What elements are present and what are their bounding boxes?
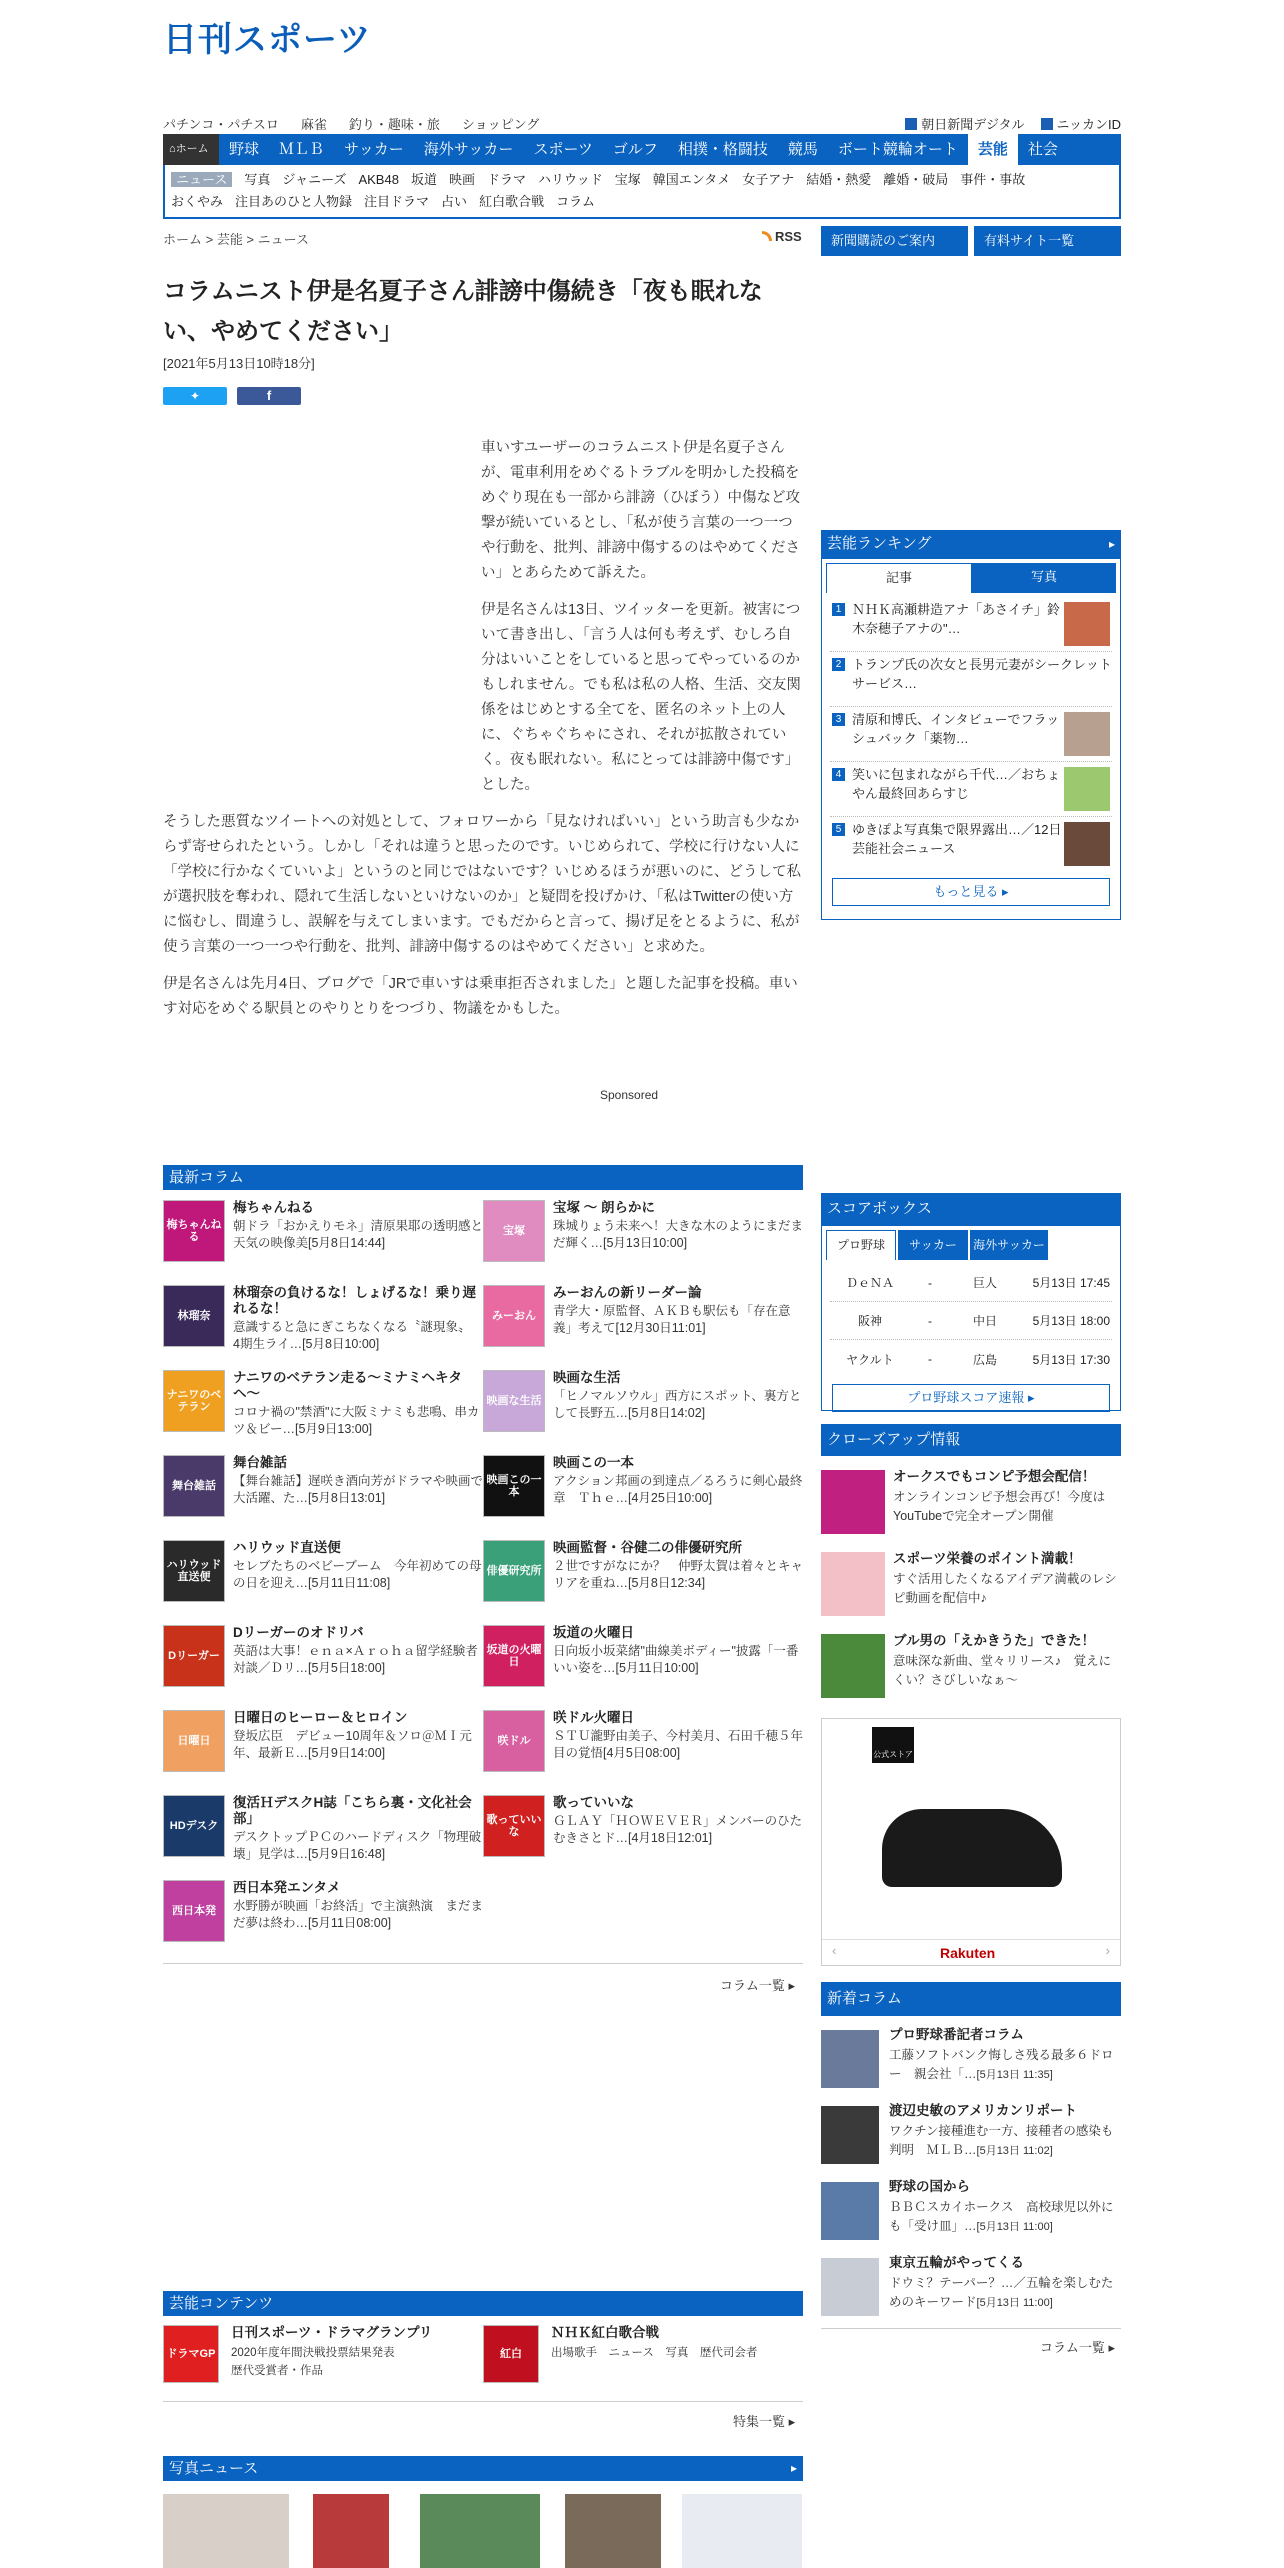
scorebox-header: スコアボックス — [821, 1193, 1121, 1225]
column-icon: 映画な生活 — [483, 1370, 545, 1432]
new-column-thumb — [821, 2106, 879, 2164]
column-desc: 英語は大事！ｅｎａ×Ａｒｏｈａ留学経験者対談／Ｄリ…[5月5日18:00] — [233, 1644, 478, 1675]
nav-home[interactable] — [163, 134, 219, 165]
column-desc: セレブたちのベビーブーム 今年初めての母の日を迎え…[5月11日11:08] — [233, 1559, 482, 1590]
kohaku-title: ＮＨＫ紅白歌合戦 — [551, 2325, 659, 2340]
new-column-item[interactable] — [821, 2026, 1121, 2096]
column-title: 咲ドル火曜日 — [553, 1710, 634, 1725]
article-body — [163, 436, 803, 1034]
photo-news-thumb[interactable] — [313, 2494, 389, 2568]
column-desc: 「ヒノマルソウル」西方にスポット、裏方として長野五…[5月8日14:02] — [553, 1389, 802, 1420]
subnav-column[interactable]: コラム — [556, 194, 595, 209]
column-title: 宝塚 〜 朗らかに — [553, 1200, 656, 1215]
game-time: 5月13日 17:30 — [1032, 1352, 1110, 1367]
divider — [821, 2328, 1121, 2329]
column-icon: 映画この一本 — [483, 1455, 545, 1517]
chevron-right-icon[interactable]: › — [1105, 1943, 1110, 1958]
column-icon: 俳優研究所 — [483, 1540, 545, 1602]
score-row[interactable] — [830, 1340, 1112, 1378]
asahi-link[interactable] — [905, 114, 1024, 133]
subnav-korea[interactable]: 韓国エンタメ — [652, 172, 731, 187]
new-column-date: [5月13日 11:02] — [976, 2145, 1053, 2157]
column-item[interactable] — [483, 1710, 803, 1790]
closeup-desc: オンラインコンピ予想会再び！今度はYouTubeで完全オープン開催 — [893, 1490, 1106, 1523]
nav-keiba[interactable]: 競馬 — [787, 141, 818, 158]
ranking-item[interactable] — [830, 817, 1112, 872]
column-item[interactable] — [163, 1710, 483, 1790]
breadcrumb[interactable]: ホーム > 芸能 > ニュース — [163, 232, 309, 247]
new-column-thumb — [821, 2258, 879, 2316]
subnav-featured-drama[interactable]: 注目ドラマ — [364, 194, 430, 209]
score-sep: - — [928, 1275, 932, 1290]
nike-logo: 公式ストア — [872, 1727, 914, 1763]
toplink-mahjong[interactable]: 麻雀 — [300, 117, 327, 132]
rss-icon — [762, 231, 772, 241]
drama-gp-title: 日刊スポーツ・ドラマグランプリ — [231, 2325, 433, 2340]
nav-geino[interactable]: 芸能 — [968, 134, 1018, 165]
divider — [163, 1963, 803, 1964]
home-team: ヤクルト — [846, 1352, 894, 1367]
subnav-movie[interactable]: 映画 — [448, 172, 475, 187]
column-item[interactable] — [483, 1370, 803, 1450]
column-item[interactable] — [483, 1795, 803, 1875]
toplink-pachinko[interactable]: パチンコ・パチスロ — [163, 117, 279, 132]
column-title: 梅ちゃんねる — [233, 1200, 314, 1215]
shoe-image — [882, 1809, 1062, 1887]
new-column-text: 工藤ソフトバンク悔しさ残る最多６ドロー 親会社「… — [889, 2048, 1114, 2081]
ranking-item[interactable] — [830, 652, 1112, 707]
column-desc: 意識すると急にぎこちなくなる〝謎現象〟 4期生ライ…[5月8日10:00] — [233, 1320, 477, 1351]
column-title: 歌っていいな — [553, 1795, 634, 1810]
column-title: 舞台雑話 — [233, 1455, 287, 1470]
partner-links — [905, 114, 1121, 133]
column-item[interactable] — [163, 1880, 483, 1960]
rakuten-logo: Rakuten — [940, 1945, 996, 1961]
nav-boat[interactable]: ボート競輪オート — [837, 141, 958, 158]
subnav-line2 — [171, 191, 1113, 213]
drama-gp-desc: 2020年度年間決戦投票結果発表 — [231, 2347, 395, 2359]
column-desc: 珠城りょう未来へ！大きな木のようにまだまだ輝く…[5月13日10:00] — [553, 1219, 804, 1250]
rank-text: ＮＨＫ高瀬耕造アナ「あさイチ」鈴木奈穂子アナの"… — [852, 602, 1061, 636]
column-icon: 西日本発 — [163, 1880, 225, 1942]
new-column-thumb — [821, 2030, 879, 2088]
column-title: Dリーガーのオドリバ — [233, 1625, 364, 1640]
column-desc: ＧＬＡＹ「ＨＯＷＥＶＥＲ」メンバーのひたむきさとド…[4月18日12:01] — [553, 1814, 803, 1845]
new-column-desc — [889, 2198, 1121, 2237]
drama-gp-desc2: 歴代受賞者・作品 — [231, 2365, 323, 2377]
closeup-desc: すぐ活用したくなるアイデア満載のレシピ動画を配信中♪ — [893, 1572, 1117, 1605]
new-column-title: 野球の国から — [889, 2179, 970, 2194]
column-desc: 日向坂小坂菜緒"曲線美ボディー"披露「一番いい姿を…[5月11日10:00] — [553, 1644, 799, 1675]
column-title: 西日本発エンタメ — [233, 1880, 341, 1895]
score-row[interactable] — [830, 1302, 1112, 1340]
column-item[interactable] — [163, 1540, 483, 1620]
column-item[interactable] — [483, 1200, 803, 1280]
new-columns-header: 新着コラム — [821, 1982, 1121, 2016]
column-item[interactable] — [163, 1370, 483, 1450]
drama-gp-item[interactable] — [163, 2325, 483, 2385]
photo-news-thumb[interactable] — [682, 2494, 802, 2568]
kohaku-icon: 紅白 — [483, 2325, 539, 2383]
closeup-thumb — [821, 1552, 885, 1616]
column-title: ナニワのベテラン走る〜ミナミヘキタヘ〜 — [233, 1370, 462, 1401]
article-paragraph-wrap: 伊是名さんは13日、ツイッターを更新。被害について書き出し、「言う人は何も考えず、むしろ自分はいいことをしていると思ってやっているのかもしれません。でも私は私の人格、生活、交友関係をはじめとする全てを、匿名のネット上の人に、ぐちゃぐちゃにされ、それが拡散されていく。夜も眠れない。私にとっては誹謗中傷です」とした。 — [481, 602, 801, 793]
article-paragraph: 車いすユーザーのコラムニスト伊是名夏子さんが、電車利用をめぐるトラブルを明かした投稿をめぐり現在も一部から誹謗（ひぼう）中傷など攻撃が続いているとし、「私が使う言葉の一つ一つや行動を、批判、誹謗中傷するのはやめてください」とあらためて訴えた。 — [481, 440, 800, 581]
id-icon — [1041, 118, 1053, 130]
column-icon: 舞台雑話 — [163, 1455, 225, 1517]
column-desc: 青学大・原監督、ＡＫＢも駅伝も「存在意義」考えて[12月30日11:01] — [553, 1304, 791, 1335]
column-item[interactable] — [483, 1540, 803, 1620]
column-title: 林瑠奈の負けるな！しょげるな！乗り遅れるな！ — [233, 1285, 476, 1316]
column-icon: みーおん — [483, 1285, 545, 1347]
column-item[interactable] — [483, 1455, 803, 1535]
rank-text: 笑いに包まれながら千代…／おちょやん最終回あらすじ — [852, 767, 1061, 801]
photo-news-thumb[interactable] — [163, 2494, 289, 2568]
score-sep: - — [928, 1352, 932, 1366]
column-item[interactable] — [163, 1285, 483, 1365]
column-title: 映画監督・谷健二の俳優研究所 — [553, 1540, 742, 1555]
scorebox — [821, 1225, 1121, 1411]
new-column-text: ＢＢＣスカイホークス 高校球児以外にも「受け皿」… — [889, 2200, 1114, 2233]
facebook-icon: f — [266, 388, 272, 403]
subnav-line1 — [171, 169, 1113, 191]
subnav-takarazuka[interactable]: 宝塚 — [614, 172, 641, 187]
rss-link[interactable] — [762, 229, 802, 244]
new-column-item[interactable] — [821, 2254, 1121, 2324]
chevron-left-icon[interactable]: ‹ — [832, 1943, 837, 1958]
game-time: 5月13日 18:00 — [1032, 1314, 1110, 1328]
nav-baseball[interactable]: 野球 — [229, 141, 260, 158]
kohaku-desc: 出場歌手 ニュース 写真 歴代司会者 — [551, 2347, 758, 2359]
new-column-title: 東京五輪がやってくる — [889, 2255, 1024, 2270]
sponsored-label: Sponsored — [600, 1088, 659, 1102]
ranking-item[interactable] — [830, 597, 1112, 652]
ranking-item[interactable] — [830, 762, 1112, 817]
away-team: 中日 — [972, 1314, 997, 1328]
away-team: 巨人 — [972, 1276, 997, 1290]
drama-gp-icon: ドラマGP — [163, 2325, 219, 2383]
photo-news-header[interactable]: 写真ニュース ▸ — [163, 2456, 803, 2481]
ranking-header[interactable]: 芸能ランキング ▸ — [821, 530, 1121, 558]
rank-thumb — [1064, 602, 1110, 646]
column-title: ハリウッド直送便 — [233, 1540, 341, 1555]
column-title: 坂道の火曜日 — [553, 1625, 634, 1640]
new-column-item[interactable] — [821, 2178, 1121, 2248]
new-column-item[interactable] — [821, 2102, 1121, 2172]
article-paragraph: 伊是名さんは先月4日、ブログで「JRで車いすは乗車拒否されました」と題した記事を投稿。車いす対応をめぐる駅員とのやりとりをつづり、物議をかもした。 — [163, 976, 798, 1017]
closeup-title: オークスでもコンピ予想会配信！ — [893, 1469, 1096, 1484]
subnav-johnnys[interactable]: ジャニーズ — [282, 172, 347, 187]
nav-home-label: ホーム — [175, 143, 209, 155]
score-sep: - — [928, 1313, 932, 1328]
new-column-title: 渡辺史敏のアメリカンリポート — [889, 2103, 1078, 2118]
new-column-title: プロ野球番記者コラム — [889, 2027, 1024, 2042]
nav-society[interactable]: 社会 — [1027, 141, 1058, 158]
article-paragraph — [163, 598, 803, 798]
game-time: 5月13日 17:45 — [1032, 1276, 1110, 1290]
column-icon: ナニワのベテラン — [163, 1370, 225, 1432]
column-desc: 朝ドラ「おかえりモネ」清原果耶の透明感と天気の映像美[5月8日14:44] — [233, 1219, 484, 1250]
toplink-shopping[interactable]: ショッピング — [461, 117, 540, 132]
column-desc: ＳＴＵ瀧野由美子、今村美月、石田千穂５年目の覚悟[4月5日08:00] — [553, 1729, 804, 1760]
new-column-text: ワクチン接種進む一方、接種者の感染も判明 ＭＬＢ… — [889, 2124, 1114, 2157]
article-paragraph: そうした悪質なツイートへの対処として、フォロワーから「見なければいい」という助言も少なからず寄せられたという。しかし「それは違うと思ったのです。いじめられて、学校に行けない人に「学校に行かなくていいよ」というのと同じではないです？いじめるほうが悪いのに、どうして私が選択肢を奪われ、隠れて生活しないといけないのか」と疑問を投げかけ、「私はTwitterの使い方に悩むし、間違うし、誤解を与えてしまいます。でもだからと言って、揚げ足をとるように、私が使う言葉の一つ一つや行動を、批判、誹謗中傷するのはやめてください」と求めた。 — [163, 814, 801, 955]
new-column-desc — [889, 2046, 1121, 2085]
column-title: 日曜日のヒーロー＆ヒロイン — [233, 1710, 408, 1725]
ad-footer — [822, 1939, 1120, 1965]
column-desc: デスクトップＰＣのハードディスク「物理破壊」見学は…[5月9日16:48] — [233, 1830, 482, 1861]
subnav-incident[interactable]: 事件・事故 — [960, 172, 1026, 187]
twitter-share-button[interactable] — [163, 387, 227, 405]
latest-columns-header: 最新コラム — [163, 1165, 803, 1190]
closeup-thumb — [821, 1634, 885, 1698]
score-more-button[interactable]: プロ野球スコア速報 ▸ — [832, 1384, 1110, 1412]
home-team: 阪神 — [857, 1314, 882, 1328]
rank-thumb — [1064, 822, 1110, 866]
column-desc: 登坂広臣 デビュー10周年＆ソロ＠ＭＩ元年、最新Ｅ…[5月9日14:00] — [233, 1729, 472, 1760]
asahi-label: 朝日新聞デジタル — [921, 117, 1025, 132]
sub-nav — [163, 165, 1121, 219]
rank-thumb — [1064, 767, 1110, 811]
closeup-header: クローズアップ情報 — [821, 1424, 1121, 1456]
subnav-marriage[interactable]: 結婚・熱愛 — [806, 172, 872, 187]
rank-text: ゆきぽよ写真集で限界露出…／12日芸能社会ニュース — [852, 822, 1062, 856]
home-team: ＤｅＮＡ — [845, 1276, 894, 1290]
new-column-text: ドウミ？テーパー？…／五輪を楽しむためのキーワード — [889, 2276, 1114, 2309]
tab-world-soccer[interactable]: 海外サッカー — [970, 1230, 1048, 1260]
column-item[interactable] — [163, 1455, 483, 1535]
column-icon: ハリウッド直送便 — [163, 1540, 225, 1602]
subnav-news[interactable]: ニュース — [171, 172, 232, 187]
home-icon: ⌂ — [169, 143, 176, 155]
subnav-kohaku[interactable]: 紅白歌合戦 — [479, 194, 545, 209]
subnav-divorce[interactable]: 離婚・破局 — [883, 172, 949, 187]
rakuten-ad[interactable] — [821, 1718, 1121, 1966]
column-desc: 【舞台雑話】遅咲き酒向芳がドラマや映画で大活躍、た…[5月8日13:01] — [233, 1474, 484, 1505]
column-item[interactable] — [483, 1285, 803, 1365]
photo-news-thumb[interactable] — [565, 2494, 661, 2568]
subnav-photo[interactable]: 写真 — [244, 172, 271, 187]
rank-number: 4 — [832, 768, 845, 781]
subnav-announcer[interactable]: 女子アナ — [742, 172, 795, 187]
nav-mlb[interactable]: ＭＬＢ — [279, 141, 325, 158]
tab-articles[interactable]: 記事 — [826, 563, 972, 593]
subnav-akb[interactable]: AKB48 — [358, 172, 399, 187]
column-list-link[interactable]: コラム一覧 ▸ — [720, 1975, 795, 1994]
closeup-desc: 意味深な新曲、堂々リリース♪ 覚えにくい？さびしいなぁ〜 — [893, 1654, 1112, 1687]
tab-probaseball[interactable]: プロ野球 — [826, 1230, 896, 1260]
divider — [163, 2401, 803, 2402]
rank-thumb — [1064, 712, 1110, 756]
column-icon: 咲ドル — [483, 1710, 545, 1772]
subnav-obituary[interactable]: おくやみ — [171, 194, 224, 209]
rss-label: RSS — [775, 229, 802, 244]
subnav-people[interactable]: 注目あのひと人物録 — [235, 194, 353, 209]
column-icon: 宝塚 — [483, 1200, 545, 1262]
closeup-item[interactable] — [821, 1550, 1121, 1620]
nikkan-id-link[interactable] — [1041, 114, 1121, 133]
kohaku-item[interactable] — [483, 2325, 803, 2385]
closeup-thumb — [821, 1470, 885, 1534]
column-desc: 水野勝が映画「お終活」で主演熱演 まだまだ夢は終わ…[5月11日08:00] — [233, 1899, 484, 1930]
column-item[interactable] — [163, 1625, 483, 1705]
rank-number: 3 — [832, 713, 845, 726]
nav-golf[interactable]: ゴルフ — [612, 141, 658, 158]
rank-number: 2 — [832, 658, 845, 671]
article-date: [2021年5月13日10時18分] — [163, 356, 315, 371]
new-column-desc — [889, 2122, 1121, 2161]
closeup-title: ブル男の「えかきうた」できた！ — [893, 1633, 1095, 1648]
new-column-thumb — [821, 2182, 879, 2240]
column-icon: 歌っていいな — [483, 1795, 545, 1857]
facebook-share-button[interactable] — [237, 387, 301, 405]
site-logo[interactable]: 日刊スポーツ — [163, 20, 372, 60]
ranking-more-button[interactable]: もっと見る ▸ — [832, 878, 1110, 906]
subnav-sakamichi[interactable]: 坂道 — [410, 172, 437, 187]
tab-soccer[interactable]: サッカー — [898, 1230, 968, 1260]
feature-list-link[interactable]: 特集一覧 ▸ — [733, 2411, 795, 2430]
paid-sites-button[interactable]: 有料サイト一覧 — [974, 226, 1121, 256]
column-icon: Dリーガー — [163, 1625, 225, 1687]
column-icon: 日曜日 — [163, 1710, 225, 1772]
column-icon: 林瑠奈 — [163, 1285, 225, 1347]
column-item[interactable] — [163, 1795, 483, 1875]
subscription-button[interactable]: 新聞購読のご案内 — [821, 226, 968, 256]
nav-world-soccer[interactable]: 海外サッカー — [423, 141, 514, 158]
column-item[interactable] — [483, 1625, 803, 1705]
column-title: 映画な生活 — [553, 1370, 621, 1385]
rank-text: 清原和博氏、インタビューでフラッシュバック「薬物… — [852, 712, 1060, 746]
column-title: みーおんの新リーダー論 — [553, 1285, 702, 1300]
closeup-title: スポーツ栄養のポイント満載！ — [893, 1551, 1082, 1566]
nikkan-id-label: ニッカンID — [1056, 117, 1121, 132]
score-tabs — [826, 1230, 1116, 1260]
article-title: コラムニスト伊是名夏子さん誹謗中傷続き「夜も眠れない、やめてください」 — [163, 278, 763, 345]
column-icon: HDデスク — [163, 1795, 225, 1857]
closeup-item[interactable] — [821, 1632, 1121, 1702]
column-desc: ２世ですがなにか？ 仲野太賀は着々とキャリアを重ね…[5月8日12:34] — [553, 1559, 804, 1590]
geino-contents-header: 芸能コンテンツ — [163, 2291, 803, 2316]
column-title: 復活ＨデスクH誌「こちら裏・文化社会部」 — [233, 1795, 472, 1826]
nav-sports[interactable]: スポーツ — [533, 141, 593, 158]
nav-sumo[interactable]: 相撲・格闘技 — [677, 141, 768, 158]
asahi-icon — [905, 118, 917, 130]
rank-text: トランプ氏の次女と長男元妻がシークレットサービス… — [852, 657, 1112, 691]
column-item[interactable] — [163, 1200, 483, 1280]
photo-news-thumb[interactable] — [420, 2494, 540, 2568]
closeup-item[interactable] — [821, 1468, 1121, 1538]
score-row[interactable] — [830, 1264, 1112, 1302]
new-column-date: [5月13日 11:00] — [976, 2297, 1053, 2309]
toplink-hobby[interactable]: 釣り・趣味・旅 — [348, 117, 440, 132]
top-links — [163, 114, 539, 133]
subnav-hollywood[interactable]: ハリウッド — [538, 172, 603, 187]
away-team: 広島 — [972, 1352, 997, 1367]
new-column-desc — [889, 2274, 1121, 2313]
column-icon: 坂道の火曜日 — [483, 1625, 545, 1687]
subnav-drama[interactable]: ドラマ — [486, 172, 526, 187]
rank-number: 5 — [832, 823, 845, 836]
column-desc: コロナ禍の"禁酒"に大阪ミナミも悲鳴、串カツ＆ビー…[5月9日13:00] — [233, 1405, 480, 1436]
rank-number: 1 — [832, 603, 845, 616]
nav-soccer[interactable]: サッカー — [344, 141, 404, 158]
new-column-date: [5月13日 11:00] — [976, 2221, 1053, 2233]
column-title: 映画この一本 — [553, 1455, 634, 1470]
column-icon: 梅ちゃんねる — [163, 1200, 225, 1262]
column-desc: アクション邦画の到達点／るろうに剣心最終章 Ｔｈｅ…[4月25日10:00] — [553, 1474, 803, 1505]
new-column-list-link[interactable]: コラム一覧 ▸ — [1040, 2337, 1115, 2356]
tab-photos[interactable]: 写真 — [972, 563, 1116, 593]
ranking-tabs — [826, 563, 1116, 593]
twitter-icon: ✦ — [189, 389, 201, 403]
ranking-box — [821, 558, 1121, 920]
subnav-fortune[interactable]: 占い — [441, 194, 468, 209]
ranking-item[interactable] — [830, 707, 1112, 762]
global-nav — [163, 134, 1121, 165]
new-column-date: [5月13日 11:35] — [976, 2069, 1053, 2081]
